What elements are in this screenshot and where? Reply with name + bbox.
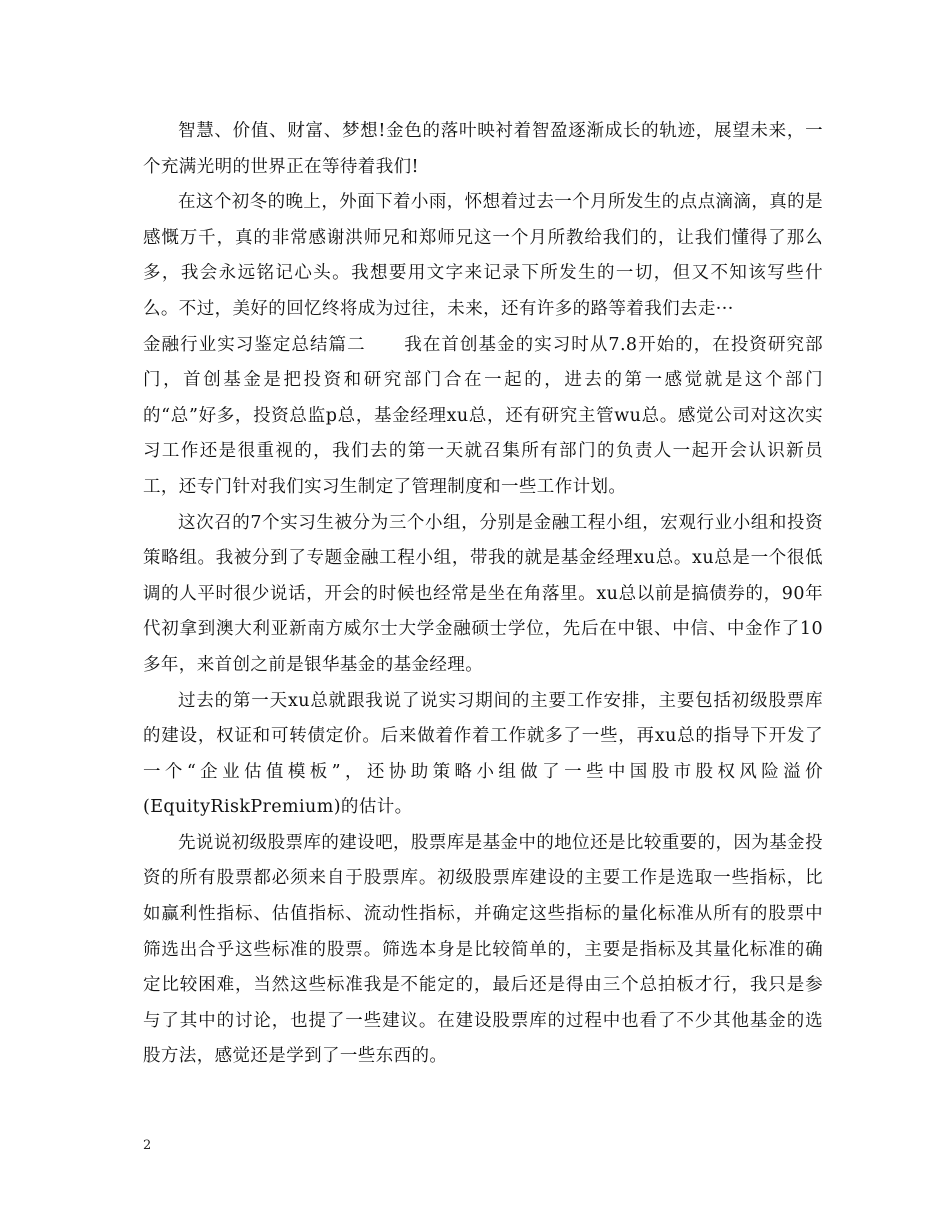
paragraph-2: 在这个初冬的晚上，外面下着小雨，怀想着过去一个月所发生的点点滴滴，真的是感慨万千，真的非常感谢洪师兄和郑师兄这一个月所教给我们的，让我们懂得了那么多，我会永远铭记心头。我想要用文字来记录下所发生的一切，但又不知该写些什么。不过，美好的回忆终将成为过往，未来，还有许多的路等着我们去走··· (143, 192, 823, 319)
paragraph-4: 这次召的7个实习生被分为三个小组，分别是金融工程小组，宏观行业小组和投资策略组。我被分到了专题金融工程小组，带我的就是基金经理xu总。xu总是一个很低调的人平时很少说话，开会的时候也经常是坐在角落里。xu总以前是搞债券的，90年代初拿到澳大利亚新南方威尔士大学金融硕士学位，先后在中银、中信、中金作了10多年，来首创之前是银华基金的基金经理。 (143, 512, 823, 675)
paragraph-6: 先说说初级股票库的建设吧，股票库是基金中的地位还是比较重要的，因为基金投资的所有股票都必须来自于股票库。初级股票库建设的主要工作是选取一些指标，比如赢利性指标、估值指标、流动性指标，并确定这些指标的量化标准从所有的股票中筛选出合乎这些标准的股票。筛选本身是比较简单的，主要是指标及其量化标准的确定比较困难，当然这些标准我是不能定的，最后还是得由三个总拍板才行，我只是参与了其中的讨论，也提了一些建议。在建设股票库的过程中也看了不少其他基金的选股方法，感觉还是学到了一些东西的。 (143, 832, 823, 1067)
paragraph-5: 过去的第一天xu总就跟我说了说实习期间的主要工作安排，主要包括初级股票库的建设，权证和可转债定价。后来做着作着工作就多了一些，再xu总的指导下开发了一个“企业估值模板”，还协助策略小组做了一些中国股市股权风险溢价(EquityRiskPremium)的估计。 (143, 690, 823, 818)
document-body (143, 114, 823, 1075)
paragraph-1: 智慧、价值、财富、梦想!金色的落叶映衬着智盈逐渐成长的轨迹，展望未来，一个充满光明的世界正在等待着我们! (143, 121, 823, 177)
page-number: 2 (143, 1138, 152, 1153)
paragraph-3 (143, 328, 823, 506)
paragraph-3-text: 我在首创基金的实习时从7.8开始的，在投资研究部门，首创基金是把投资和研究部门合在一起的，进去的第一感觉就是这个部门的“总”好多，投资总监p总，基金经理xu总，还有研究主管wu总。感觉公司对这次实习工作还是很重视的，我们去的第一天就召集所有部门的负责人一起开会认识新员工，还专门针对我们实习生制定了管理制度和一些工作计划。 (143, 334, 823, 497)
section-heading: 金融行业实习鉴定总结篇二 (143, 334, 366, 355)
